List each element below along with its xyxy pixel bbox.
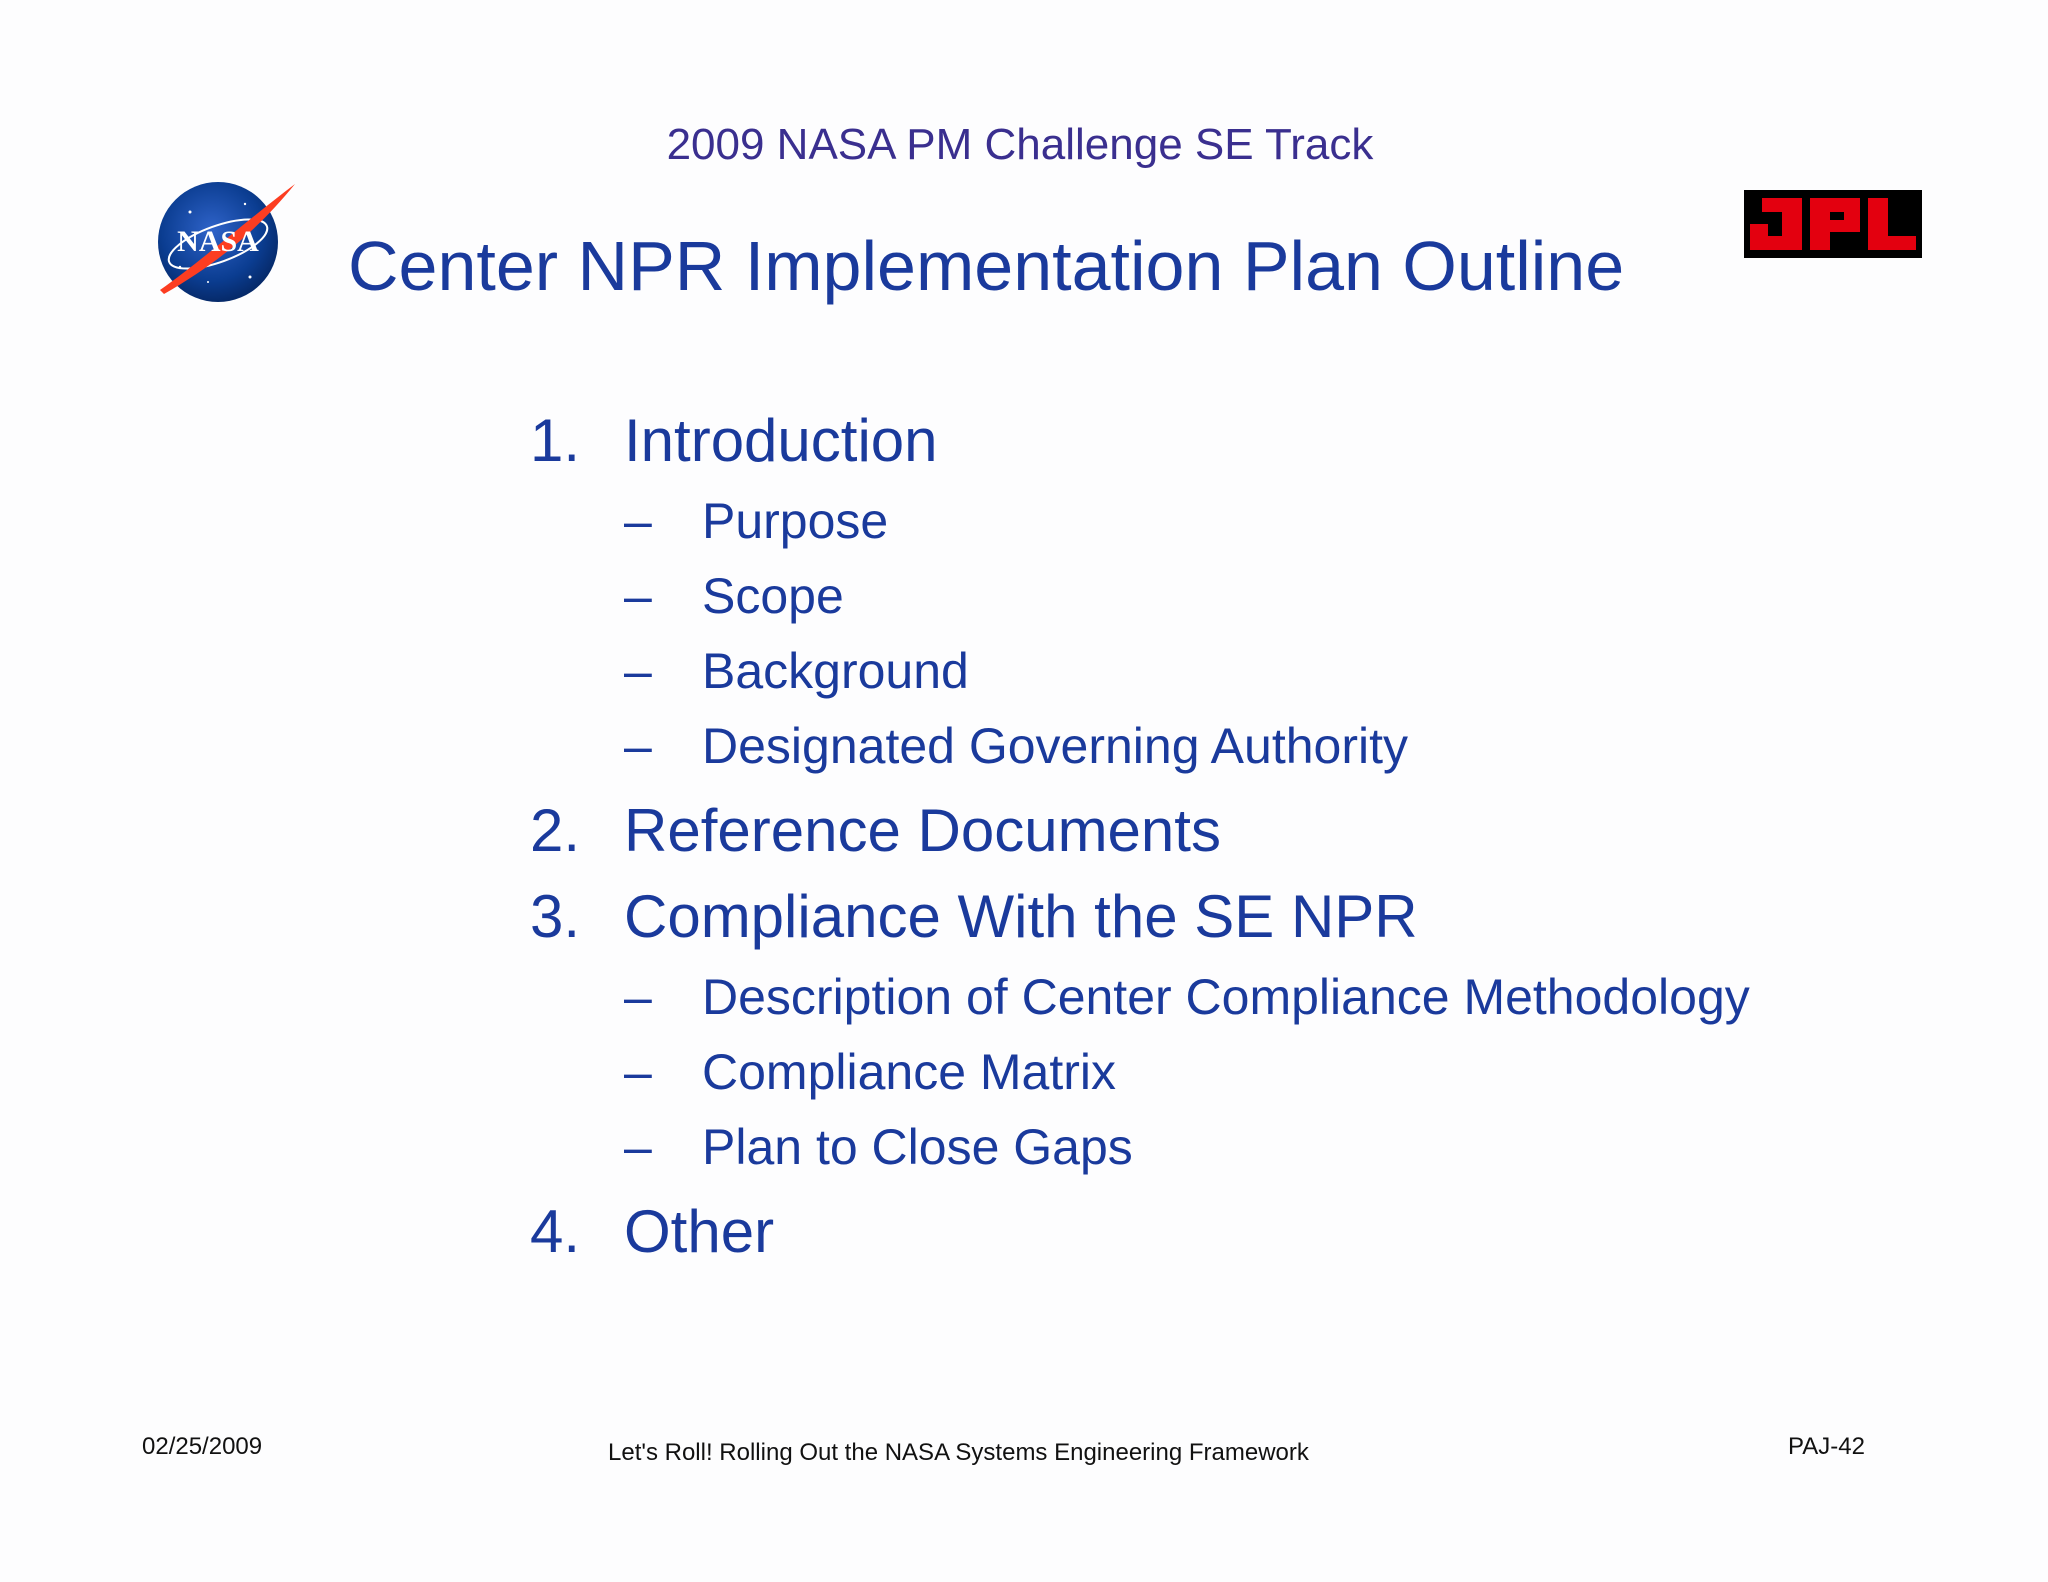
page-title: Center NPR Implementation Plan Outline [348, 227, 1625, 305]
outline-subitem [530, 634, 1750, 709]
outline-sublabel: Plan to Close Gaps [702, 1119, 1133, 1175]
dash-bullet: – [624, 1044, 652, 1100]
outline-item-3 [530, 874, 1750, 960]
outline-label: Compliance With the SE NPR [624, 883, 1418, 950]
outline-subitem [530, 1110, 1750, 1185]
dash-bullet: – [624, 643, 652, 699]
nasa-meatball-logo [150, 172, 300, 308]
outline-number: 2. [530, 797, 581, 864]
dash-bullet: – [624, 568, 652, 624]
outline-sublabel: Background [702, 643, 969, 699]
outline-sublabel: Compliance Matrix [702, 1044, 1117, 1100]
dash-bullet: – [624, 969, 652, 1025]
outline-item-1 [530, 398, 1750, 484]
outline-number: 3. [530, 883, 581, 950]
outline-sublabel: Scope [702, 568, 844, 624]
outline-label: Other [624, 1198, 775, 1265]
footer-title: Let's Roll! Rolling Out the NASA Systems Engineering Framework [608, 1439, 1309, 1466]
outline-item-2 [530, 788, 1750, 874]
dash-bullet: – [624, 493, 652, 549]
outline-number: 1. [530, 407, 581, 474]
outline-subitem [530, 709, 1750, 784]
dash-bullet: – [624, 1119, 652, 1175]
outline-label: Introduction [624, 407, 938, 474]
jpl-logo [1744, 190, 1922, 258]
track-header [0, 120, 2044, 170]
outline-subitem [530, 484, 1750, 559]
outline-sublabel: Description of Center Compliance Methodology [702, 969, 1750, 1025]
outline-subitem [530, 559, 1750, 634]
outline-label: Reference Documents [624, 797, 1221, 864]
outline-sublabel: Purpose [702, 493, 889, 549]
outline-subitem [530, 960, 1750, 1035]
footer-page-number: PAJ-42 [1788, 1433, 1865, 1460]
track-header-text: 2009 NASA PM Challenge SE Track [666, 120, 1374, 169]
dash-bullet: – [624, 718, 652, 774]
outline-subitem [530, 1035, 1750, 1110]
outline-number: 4. [530, 1198, 581, 1265]
footer-date: 02/25/2009 [142, 1433, 263, 1460]
nasa-logo-text: NASA [177, 225, 259, 258]
outline-item-4 [530, 1189, 1750, 1275]
outline-list [530, 398, 1750, 1275]
outline-sublabel: Designated Governing Authority [702, 718, 1408, 774]
